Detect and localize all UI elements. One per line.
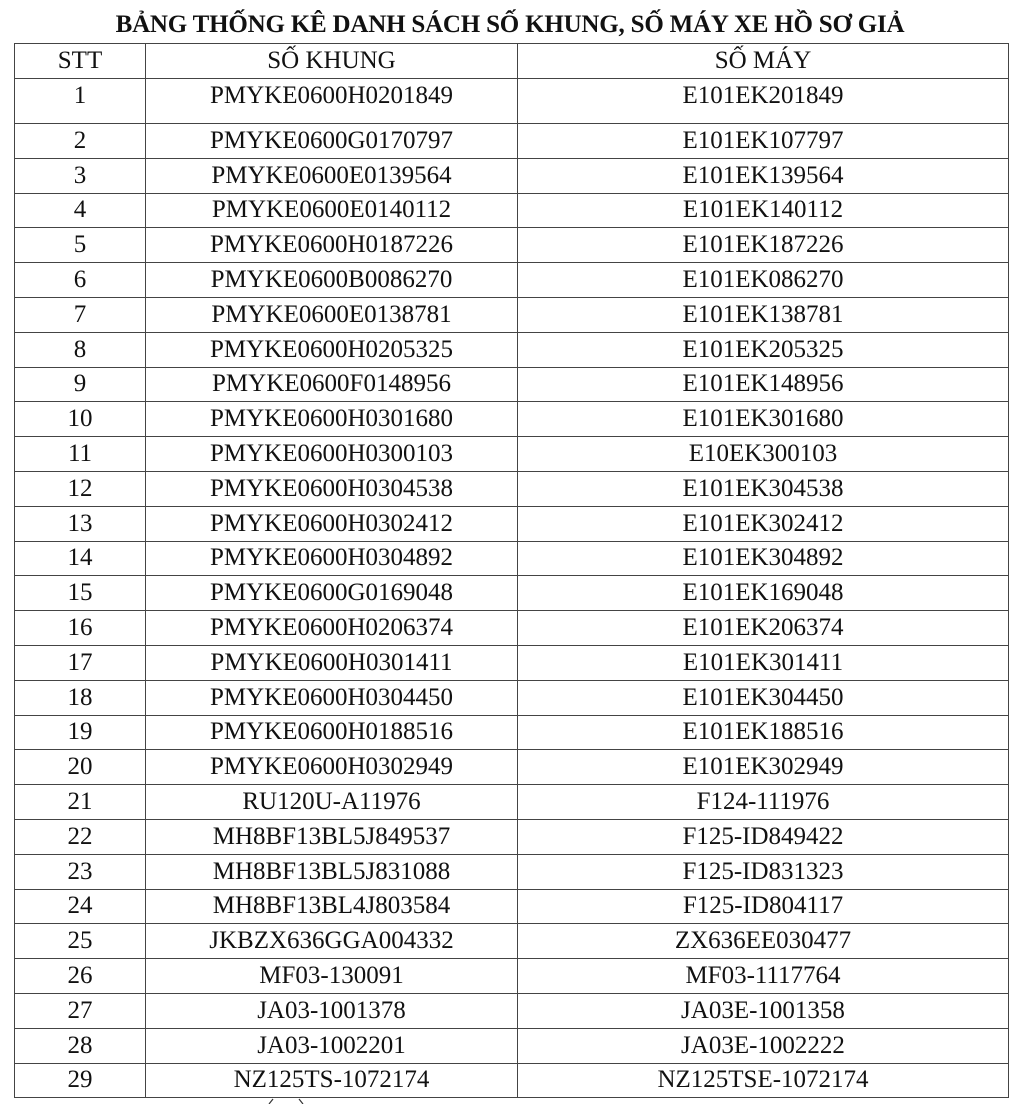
cell-so-may: E101EK304538 (518, 471, 1009, 506)
cell-so-khung: MH8BF13BL5J831088 (146, 854, 518, 889)
cell-stt: 9 (15, 367, 146, 402)
cut-off-diacritics (255, 1098, 315, 1104)
cell-stt: 25 (15, 924, 146, 959)
cell-so-may: E101EK138781 (518, 297, 1009, 332)
cell-so-khung: PMYKE0600H0205325 (146, 332, 518, 367)
cell-so-may: E101EK140112 (518, 193, 1009, 228)
cell-stt: 15 (15, 576, 146, 611)
table-row (15, 367, 1009, 402)
cell-stt: 28 (15, 1028, 146, 1063)
cell-stt: 18 (15, 680, 146, 715)
cell-so-may: E101EK304892 (518, 541, 1009, 576)
cell-so-khung: PMYKE0600G0169048 (146, 576, 518, 611)
cell-so-khung: PMYKE0600H0301411 (146, 645, 518, 680)
cell-so-may: F125-ID831323 (518, 854, 1009, 889)
cell-stt: 22 (15, 819, 146, 854)
cell-so-may: E101EK201849 (518, 79, 1009, 124)
table-row (15, 437, 1009, 472)
table-row (15, 645, 1009, 680)
table-row (15, 263, 1009, 298)
table-row (15, 1063, 1009, 1098)
cell-stt: 17 (15, 645, 146, 680)
cell-so-may: E101EK148956 (518, 367, 1009, 402)
cell-so-may: F125-ID849422 (518, 819, 1009, 854)
cell-so-khung: JA03-1002201 (146, 1028, 518, 1063)
table-row (15, 819, 1009, 854)
cell-so-may: E101EK302949 (518, 750, 1009, 785)
cell-so-may: E101EK301411 (518, 645, 1009, 680)
cell-so-may: ZX636EE030477 (518, 924, 1009, 959)
cell-so-may: NZ125TSE-1072174 (518, 1063, 1009, 1098)
cell-so-khung: PMYKE0600F0148956 (146, 367, 518, 402)
cell-stt: 11 (15, 437, 146, 472)
cell-so-khung: PMYKE0600H0304450 (146, 680, 518, 715)
table-row (15, 79, 1009, 124)
cell-so-khung: PMYKE0600H0201849 (146, 79, 518, 124)
cell-so-may: E101EK302412 (518, 506, 1009, 541)
header-so-khung: SỐ KHUNG (146, 44, 518, 79)
cell-so-khung: JA03-1001378 (146, 993, 518, 1028)
cell-so-may: E101EK301680 (518, 402, 1009, 437)
cell-so-may: E10EK300103 (518, 437, 1009, 472)
table-row (15, 541, 1009, 576)
cell-so-khung: PMYKE0600H0301680 (146, 402, 518, 437)
cell-stt: 3 (15, 158, 146, 193)
table-row (15, 959, 1009, 994)
cell-so-khung: JKBZX636GGA004332 (146, 924, 518, 959)
header-so-may: SỐ MÁY (518, 44, 1009, 79)
cell-so-khung: NZ125TS-1072174 (146, 1063, 518, 1098)
cell-so-khung: RU120U-A11976 (146, 785, 518, 820)
cell-so-may: E101EK139564 (518, 158, 1009, 193)
cell-so-may: MF03-1117764 (518, 959, 1009, 994)
cell-stt: 4 (15, 193, 146, 228)
cell-so-may: E101EK304450 (518, 680, 1009, 715)
cell-stt: 19 (15, 715, 146, 750)
table-header-row (15, 44, 1009, 79)
header-stt: STT (15, 44, 146, 79)
cell-so-khung: PMYKE0600G0170797 (146, 124, 518, 159)
cell-so-khung: MH8BF13BL5J849537 (146, 819, 518, 854)
table-row (15, 297, 1009, 332)
cell-stt: 27 (15, 993, 146, 1028)
cell-so-khung: MH8BF13BL4J803584 (146, 889, 518, 924)
cell-stt: 8 (15, 332, 146, 367)
cell-so-may: E101EK086270 (518, 263, 1009, 298)
table-body (15, 79, 1009, 1098)
table-row (15, 506, 1009, 541)
cell-stt: 2 (15, 124, 146, 159)
cell-so-may: F125-ID804117 (518, 889, 1009, 924)
cell-so-khung: PMYKE0600H0187226 (146, 228, 518, 263)
cell-so-may: E101EK187226 (518, 228, 1009, 263)
cell-so-khung: PMYKE0600E0139564 (146, 158, 518, 193)
cell-so-may: JA03E-1002222 (518, 1028, 1009, 1063)
table-row (15, 228, 1009, 263)
cell-stt: 20 (15, 750, 146, 785)
cell-so-may: E101EK169048 (518, 576, 1009, 611)
cell-so-khung: PMYKE0600H0302412 (146, 506, 518, 541)
cell-so-khung: PMYKE0600E0140112 (146, 193, 518, 228)
table-row (15, 993, 1009, 1028)
vehicle-number-table (14, 43, 1009, 1098)
cell-stt: 6 (15, 263, 146, 298)
table-row (15, 471, 1009, 506)
table-row (15, 889, 1009, 924)
cell-so-khung: PMYKE0600H0206374 (146, 611, 518, 646)
table-row (15, 611, 1009, 646)
cell-so-khung: PMYKE0600H0304892 (146, 541, 518, 576)
cell-stt: 26 (15, 959, 146, 994)
cell-stt: 23 (15, 854, 146, 889)
cell-so-may: E101EK107797 (518, 124, 1009, 159)
table-row (15, 924, 1009, 959)
cell-so-khung: PMYKE0600H0188516 (146, 715, 518, 750)
document-title: BẢNG THỐNG KÊ DANH SÁCH SỐ KHUNG, SỐ MÁY XE HỒ SƠ GIẢ (115, 11, 905, 38)
cell-stt: 24 (15, 889, 146, 924)
table-row (15, 158, 1009, 193)
cell-so-khung: PMYKE0600B0086270 (146, 263, 518, 298)
cell-stt: 12 (15, 471, 146, 506)
cell-so-may: E101EK188516 (518, 715, 1009, 750)
cell-stt: 29 (15, 1063, 146, 1098)
table-row (15, 854, 1009, 889)
cell-so-khung: PMYKE0600E0138781 (146, 297, 518, 332)
cell-so-may: E101EK205325 (518, 332, 1009, 367)
cell-stt: 13 (15, 506, 146, 541)
cell-so-khung: PMYKE0600H0300103 (146, 437, 518, 472)
cell-so-khung: MF03-130091 (146, 959, 518, 994)
cell-stt: 14 (15, 541, 146, 576)
table-row (15, 715, 1009, 750)
table-row (15, 332, 1009, 367)
table-row (15, 785, 1009, 820)
table-row (15, 680, 1009, 715)
table-row (15, 750, 1009, 785)
table-row (15, 402, 1009, 437)
cell-stt: 1 (15, 79, 146, 124)
table-row (15, 576, 1009, 611)
cell-so-may: JA03E-1001358 (518, 993, 1009, 1028)
cell-so-khung: PMYKE0600H0302949 (146, 750, 518, 785)
cell-stt: 16 (15, 611, 146, 646)
table-row (15, 124, 1009, 159)
table-row (15, 1028, 1009, 1063)
cell-stt: 10 (15, 402, 146, 437)
cell-stt: 5 (15, 228, 146, 263)
cell-so-may: F124-111976 (518, 785, 1009, 820)
cell-so-may: E101EK206374 (518, 611, 1009, 646)
table-row (15, 193, 1009, 228)
cell-stt: 7 (15, 297, 146, 332)
cell-so-khung: PMYKE0600H0304538 (146, 471, 518, 506)
cell-stt: 21 (15, 785, 146, 820)
